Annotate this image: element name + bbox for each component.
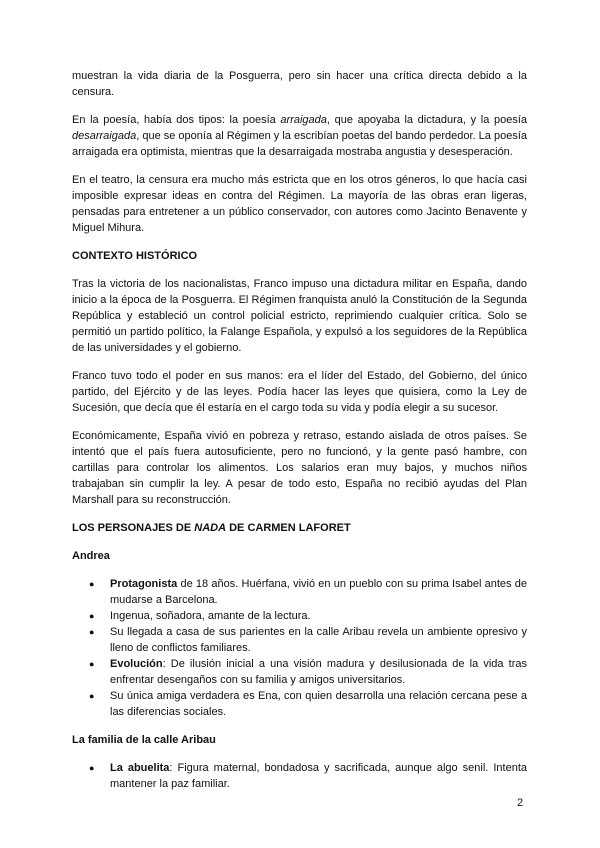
page-number: 2 — [517, 797, 524, 809]
list-item-text: de 18 años. Huérfana, vivió en un pueblo con su prima Isabel antes de mudarse a Barcelona. — [110, 578, 527, 606]
list-item — [72, 576, 527, 608]
bold-term: La abuelita — [110, 762, 170, 774]
bullet-icon: ● — [89, 627, 95, 637]
list-item — [72, 688, 527, 720]
list-item-text: Ingenua, soñadora, amante de la lectura. — [110, 610, 311, 622]
emphasis-arraigada: arraigada — [280, 114, 327, 126]
document-page — [72, 68, 527, 804]
emphasis-nada: NADA — [194, 522, 227, 534]
text-span: En la poesía, había dos tipos: la poesía — [72, 114, 281, 126]
bullet-icon: ● — [89, 659, 95, 669]
text-span: , que se oponía al Régimen y la escribían poetas del bando perdedor. La poesía arraigada era optimista, mientras que la desarraigada mostraba angustia y desesperación. — [72, 130, 527, 158]
subheading-familia: La familia de la calle Aribau — [72, 734, 216, 746]
text-span: DE CARMEN LAFORET — [226, 522, 351, 534]
subheading-andrea: Andrea — [72, 550, 110, 562]
list-familia — [72, 760, 527, 792]
list-item — [72, 760, 527, 792]
bullet-icon: ● — [89, 611, 95, 621]
list-item-text: : Figura maternal, bondadosa y sacrificada, aunque algo senil. Intenta mantener la paz familiar. — [110, 762, 527, 790]
bullet-icon: ● — [89, 691, 95, 701]
bullet-icon: ● — [89, 763, 95, 773]
list-item — [72, 656, 527, 688]
paragraph-poesia — [72, 112, 527, 160]
paragraph-teatro: En el teatro, la censura era mucho más estricta que en los otros géneros, lo que hacía casi imposible expresar ideas en contra del Régimen. La mayoría de las obras eran ligeras, pensadas para entretener a un público conservador, con autores como Jacinto Benavente y Miguel Mihura. — [72, 174, 527, 234]
list-item — [72, 608, 527, 624]
emphasis-desarraigada: desarraigada — [72, 130, 137, 142]
heading-contexto-historico: CONTEXTO HISTÓRICO — [72, 250, 198, 262]
bullet-icon: ● — [89, 579, 95, 589]
paragraph-posguerra-intro: muestran la vida diaria de la Posguerra, pero sin hacer una crítica directa debido a la censura. — [72, 70, 527, 98]
paragraph-victoria: Tras la victoria de los nacionalistas, Franco impuso una dictadura militar en España, dando inicio a la época de la Posguerra. El Régimen franquista anuló la Constitución de la Segunda República y estableció un control policial estricto, reprimiendo cualquier crítica. Solo se permitió un partido político, la Falange Española, y expulsó a los seguidores de la República de las universidades y el gobierno. — [72, 278, 527, 354]
paragraph-franco-poder: Franco tuvo todo el poder en sus manos: era el líder del Estado, del Gobierno, del único partido, del Ejército y de las leyes. Podía hacer las leyes que quisiera, como la Ley de Sucesión, que decía que él estaría en el cargo toda su vida y podía elegir a su sucesor. — [72, 370, 527, 414]
list-item-text: Su llegada a casa de sus parientes en la calle Aribau revela un ambiente opresivo y lleno de conflictos familiares. — [110, 626, 527, 654]
paragraph-economia: Económicamente, España vivió en pobreza y retraso, estando aislada de otros países. Se intentó que el país fuera autosuficiente, pero no funcionó, y la gente pasó hambre, con cartillas para controlar los alimentos. Los salarios eran muy bajos, y muchos niños trabajaban sin cumplir la ley. A pesar de todo esto, España no recibió ayudas del Plan Marshall para su reconstrucción. — [72, 430, 527, 506]
list-item — [72, 624, 527, 656]
list-item-text: Su única amiga verdadera es Ena, con quien desarrolla una relación cercana pese a las diferencias sociales. — [110, 690, 527, 718]
heading-personajes — [72, 520, 527, 536]
bold-term: Evolución — [110, 658, 163, 670]
bold-term: Protagonista — [110, 578, 178, 590]
list-andrea — [72, 576, 527, 720]
text-span: , que apoyaba la dictadura, y la poesía — [326, 114, 527, 126]
list-item-text: : De ilusión inicial a una visión madura y desilusionada de la vida tras enfrentar desengaños con su familia y amigos universitarios. — [110, 658, 527, 686]
text-span: LOS PERSONAJES DE — [72, 522, 195, 534]
